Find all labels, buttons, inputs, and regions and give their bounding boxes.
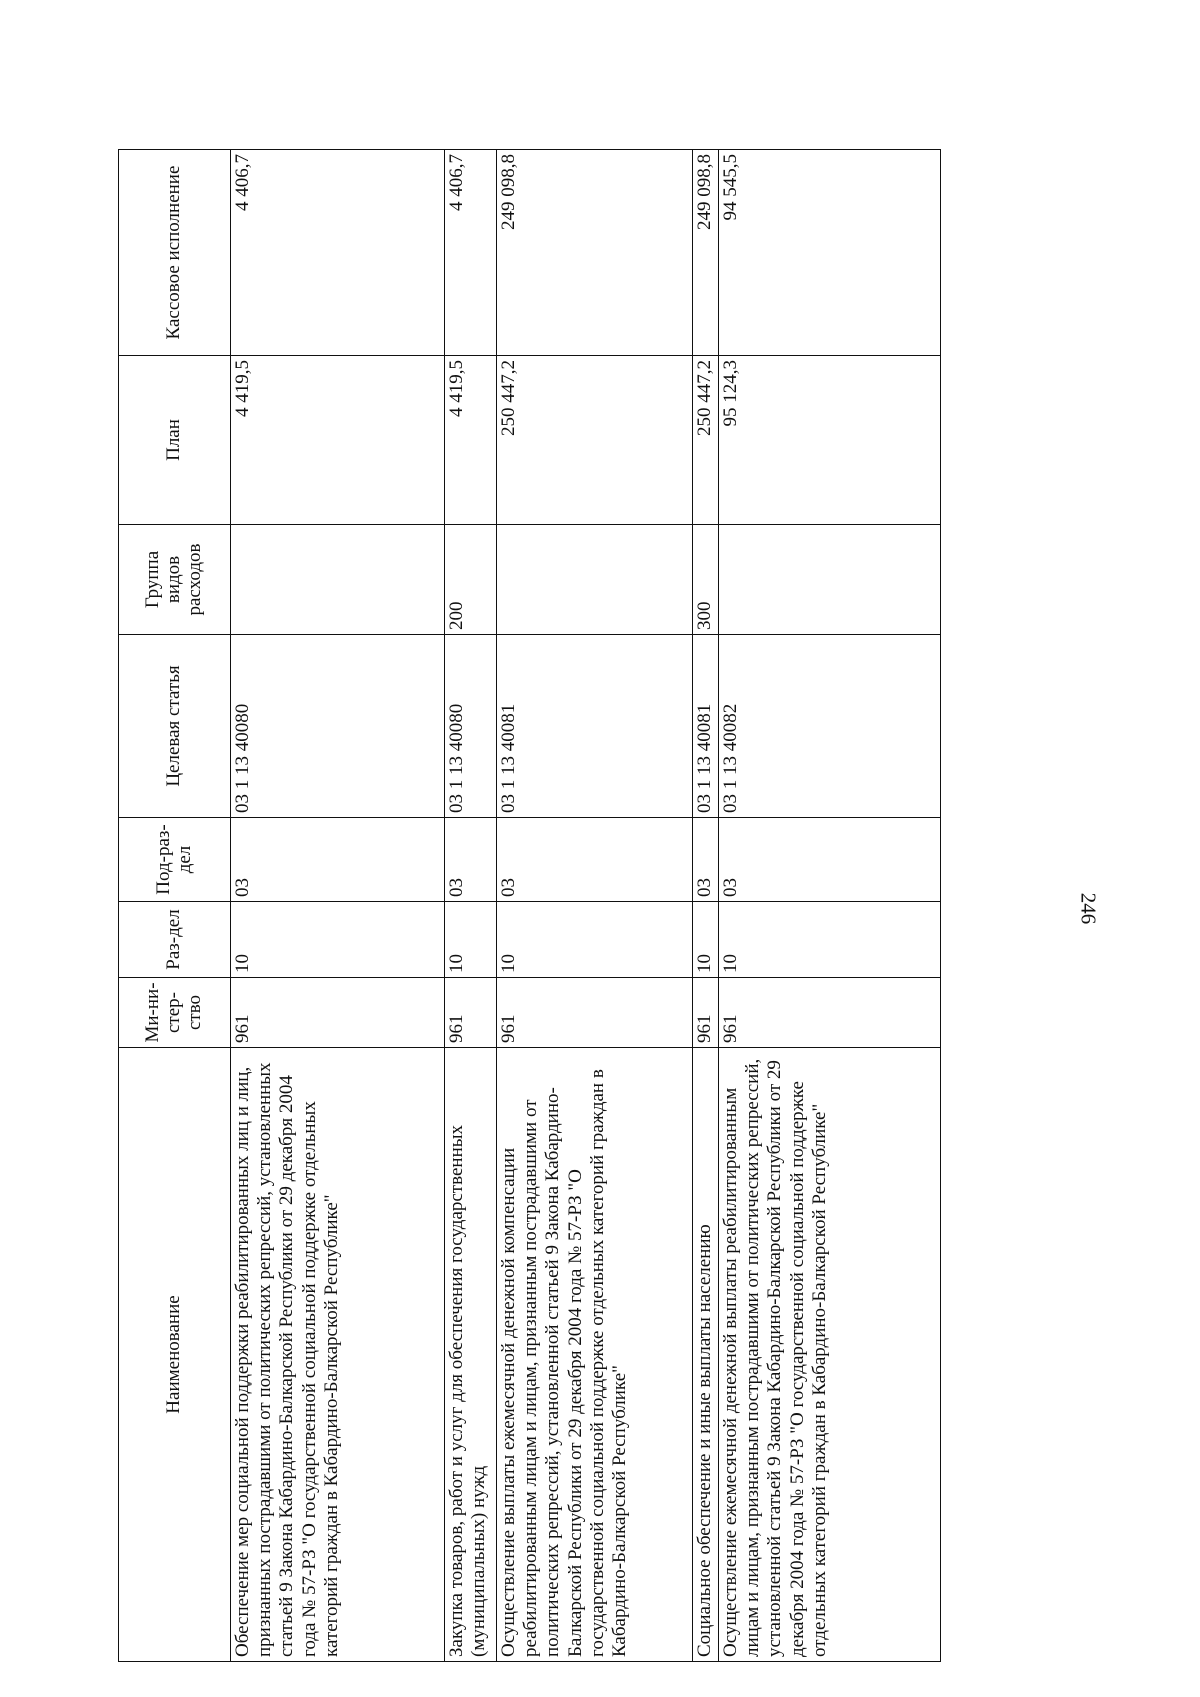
cell-razdel: 10 xyxy=(693,902,719,978)
cell-podrazdel: 03 xyxy=(445,818,497,902)
table-row xyxy=(497,150,693,1662)
cell-razdel: 10 xyxy=(231,902,445,978)
header-target: Целевая статья xyxy=(119,635,231,818)
cell-plan: 250 447,2 xyxy=(497,356,693,525)
cell-target: 03 1 13 40081 xyxy=(497,635,693,818)
cell-podrazdel: 03 xyxy=(231,818,445,902)
page-number: 246 xyxy=(1076,892,1101,925)
cell-podrazdel: 03 xyxy=(719,818,941,902)
cell-name: Обеспечение мер социальной поддержки реабилитированных лиц и лиц, признанных пострадавшими от политических репрессий, установленных статьей 9 Закона Кабардино-Балкарской Республики от 29 декабря 2004 года № 57-РЗ "О государственной социальной поддержке отдельных категорий граждан в Кабардино-Балкарской Республике" xyxy=(231,1048,445,1662)
cell-ministry: 961 xyxy=(445,978,497,1048)
cell-plan: 4 419,5 xyxy=(231,356,445,525)
cell-name: Осуществление выплаты ежемесячной денежной компенсации реабилитированным лицам и лицам, признанным пострадавшими от политических репрессий, установленной статьей 9 Закона Кабардино-Балкарской Республики от 29 декабря 2004 года № 57-РЗ "О государственной социальной поддержке отдельных категорий граждан в Кабардино-Балкарской Республике" xyxy=(497,1048,693,1662)
cell-razdel: 10 xyxy=(445,902,497,978)
header-execution: Кассовое исполнение xyxy=(119,150,231,356)
cell-execution: 94 545,5 xyxy=(719,150,941,356)
cell-execution: 249 098,8 xyxy=(693,150,719,356)
cell-execution: 249 098,8 xyxy=(497,150,693,356)
rotated-table-container xyxy=(118,150,938,1662)
cell-ministry: 961 xyxy=(693,978,719,1048)
cell-group: 300 xyxy=(693,525,719,635)
cell-execution: 4 406,7 xyxy=(445,150,497,356)
cell-plan: 250 447,2 xyxy=(693,356,719,525)
cell-name: Осуществление ежемесячной денежной выплаты реабилитированным лицам и лицам, признанным пострадавшими от политических репрессий, установленной статьей 9 Закона Кабардино-Балкарской Республики от 29 декабря 2004 года № 57-РЗ "О государственной социальной поддержке отдельных категорий граждан в Кабардино-Балкарской Республике" xyxy=(719,1048,941,1662)
cell-group xyxy=(719,525,941,635)
cell-name: Социальное обеспечение и иные выплаты населению xyxy=(693,1048,719,1662)
table-row xyxy=(231,150,445,1662)
table-row xyxy=(693,150,719,1662)
cell-execution: 4 406,7 xyxy=(231,150,445,356)
cell-target: 03 1 13 40080 xyxy=(445,635,497,818)
cell-target: 03 1 13 40081 xyxy=(693,635,719,818)
header-podrazdel: Под-раз-дел xyxy=(119,818,231,902)
cell-target: 03 1 13 40082 xyxy=(719,635,941,818)
cell-group xyxy=(231,525,445,635)
cell-podrazdel: 03 xyxy=(497,818,693,902)
header-group: Группа видов расходов xyxy=(119,525,231,635)
header-plan: План xyxy=(119,356,231,525)
cell-ministry: 961 xyxy=(231,978,445,1048)
cell-razdel: 10 xyxy=(497,902,693,978)
table-row xyxy=(445,150,497,1662)
cell-ministry: 961 xyxy=(497,978,693,1048)
budget-table xyxy=(118,149,941,1662)
header-razdel: Раз-дел xyxy=(119,902,231,978)
cell-group: 200 xyxy=(445,525,497,635)
cell-ministry: 961 xyxy=(719,978,941,1048)
cell-name: Закупка товаров, работ и услуг для обеспечения государственных (муниципальных) нужд xyxy=(445,1048,497,1662)
table-header-row xyxy=(119,150,231,1662)
cell-razdel: 10 xyxy=(719,902,941,978)
header-name: Наименование xyxy=(119,1048,231,1662)
cell-target: 03 1 13 40080 xyxy=(231,635,445,818)
cell-group xyxy=(497,525,693,635)
cell-plan: 95 124,3 xyxy=(719,356,941,525)
header-ministry: Ми-ни-стер-ство xyxy=(119,978,231,1048)
cell-plan: 4 419,5 xyxy=(445,356,497,525)
table-row xyxy=(719,150,941,1662)
cell-podrazdel: 03 xyxy=(693,818,719,902)
